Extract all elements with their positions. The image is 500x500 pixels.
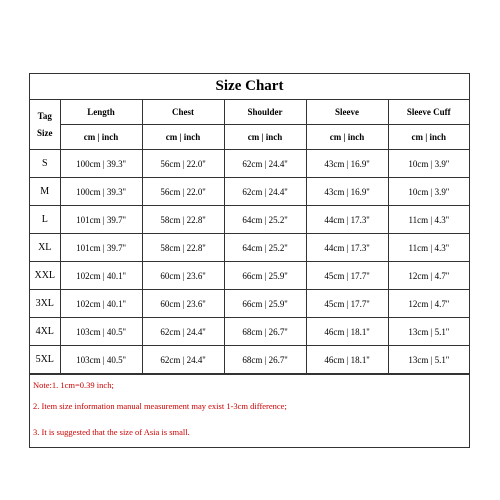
sleeve-cell: 45cm | 17.7'' <box>306 262 388 290</box>
sleeve-cuff-cell: 13cm | 5.1'' <box>388 318 469 346</box>
note-measurement: 2. Item size information manual measurement may exist 1-3cm difference; <box>33 401 287 411</box>
shoulder-cell: 66cm | 25.9'' <box>224 262 306 290</box>
sleeve-cuff-cell: 11cm | 4.3'' <box>388 234 469 262</box>
tag-size-header <box>30 100 60 150</box>
chest-cell: 58cm | 22.8'' <box>142 234 224 262</box>
shoulder-cell: 68cm | 26.7'' <box>224 346 306 374</box>
chest-cell: 62cm | 24.4'' <box>142 318 224 346</box>
table-row <box>30 206 469 234</box>
sleeve-cell: 44cm | 17.3'' <box>306 234 388 262</box>
sleeve-cell: 45cm | 17.7'' <box>306 290 388 318</box>
chest-cell: 58cm | 22.8'' <box>142 206 224 234</box>
notes-section <box>30 374 469 447</box>
length-cell: 102cm | 40.1'' <box>60 290 142 318</box>
sleeve-cuff-cell: 11cm | 4.3'' <box>388 206 469 234</box>
chart-title: Size Chart <box>30 74 469 100</box>
table-row <box>30 290 469 318</box>
size-label: Size <box>37 127 53 138</box>
shoulder-cell: 62cm | 24.4'' <box>224 150 306 178</box>
column-header-sleeve-cuff: Sleeve Cuff <box>388 100 469 125</box>
unit-row <box>30 125 469 150</box>
table-row <box>30 178 469 206</box>
chest-cell: 60cm | 23.6'' <box>142 290 224 318</box>
length-cell: 103cm | 40.5'' <box>60 346 142 374</box>
sleeve-cuff-cell: 12cm | 4.7'' <box>388 262 469 290</box>
length-cell: 102cm | 40.1'' <box>60 262 142 290</box>
size-cell: XXL <box>30 262 60 290</box>
length-cell: 100cm | 39.3'' <box>60 150 142 178</box>
shoulder-cell: 62cm | 24.4'' <box>224 178 306 206</box>
unit-label: cm | inch <box>224 125 306 150</box>
table-row <box>30 318 469 346</box>
sleeve-cell: 43cm | 16.9'' <box>306 178 388 206</box>
size-cell: M <box>30 178 60 206</box>
size-cell: XL <box>30 234 60 262</box>
note-conversion: Note:1. 1cm=0.39 inch; <box>33 380 114 390</box>
length-cell: 101cm | 39.7'' <box>60 206 142 234</box>
column-header-shoulder: Shoulder <box>224 100 306 125</box>
column-header-chest: Chest <box>142 100 224 125</box>
tag-label: Tag <box>37 110 52 121</box>
shoulder-cell: 68cm | 26.7'' <box>224 318 306 346</box>
table-row <box>30 234 469 262</box>
column-header-length: Length <box>60 100 142 125</box>
table-row <box>30 262 469 290</box>
size-cell: 3XL <box>30 290 60 318</box>
sleeve-cell: 44cm | 17.3'' <box>306 206 388 234</box>
sleeve-cuff-cell: 10cm | 3.9'' <box>388 178 469 206</box>
column-header-sleeve: Sleeve <box>306 100 388 125</box>
unit-label: cm | inch <box>306 125 388 150</box>
shoulder-cell: 64cm | 25.2'' <box>224 234 306 262</box>
table-row <box>30 150 469 178</box>
shoulder-cell: 66cm | 25.9'' <box>224 290 306 318</box>
sleeve-cell: 46cm | 18.1'' <box>306 318 388 346</box>
sleeve-cuff-cell: 13cm | 5.1'' <box>388 346 469 374</box>
chest-cell: 62cm | 24.4'' <box>142 346 224 374</box>
unit-label: cm | inch <box>142 125 224 150</box>
sleeve-cuff-cell: 10cm | 3.9'' <box>388 150 469 178</box>
length-cell: 101cm | 39.7'' <box>60 234 142 262</box>
shoulder-cell: 64cm | 25.2'' <box>224 206 306 234</box>
unit-label: cm | inch <box>388 125 469 150</box>
length-cell: 100cm | 39.3'' <box>60 178 142 206</box>
sleeve-cuff-cell: 12cm | 4.7'' <box>388 290 469 318</box>
size-cell: 4XL <box>30 318 60 346</box>
note-asia-size: 3. It is suggested that the size of Asia is small. <box>33 427 190 437</box>
chest-cell: 56cm | 22.0'' <box>142 150 224 178</box>
chest-cell: 56cm | 22.0'' <box>142 178 224 206</box>
unit-label: cm | inch <box>60 125 142 150</box>
sleeve-cell: 43cm | 16.9'' <box>306 150 388 178</box>
header-row <box>30 100 469 125</box>
size-chart <box>29 73 470 448</box>
sleeve-cell: 46cm | 18.1'' <box>306 346 388 374</box>
size-cell: 5XL <box>30 346 60 374</box>
length-cell: 103cm | 40.5'' <box>60 318 142 346</box>
table-row <box>30 346 469 374</box>
size-cell: S <box>30 150 60 178</box>
size-table <box>30 100 469 374</box>
chest-cell: 60cm | 23.6'' <box>142 262 224 290</box>
size-cell: L <box>30 206 60 234</box>
